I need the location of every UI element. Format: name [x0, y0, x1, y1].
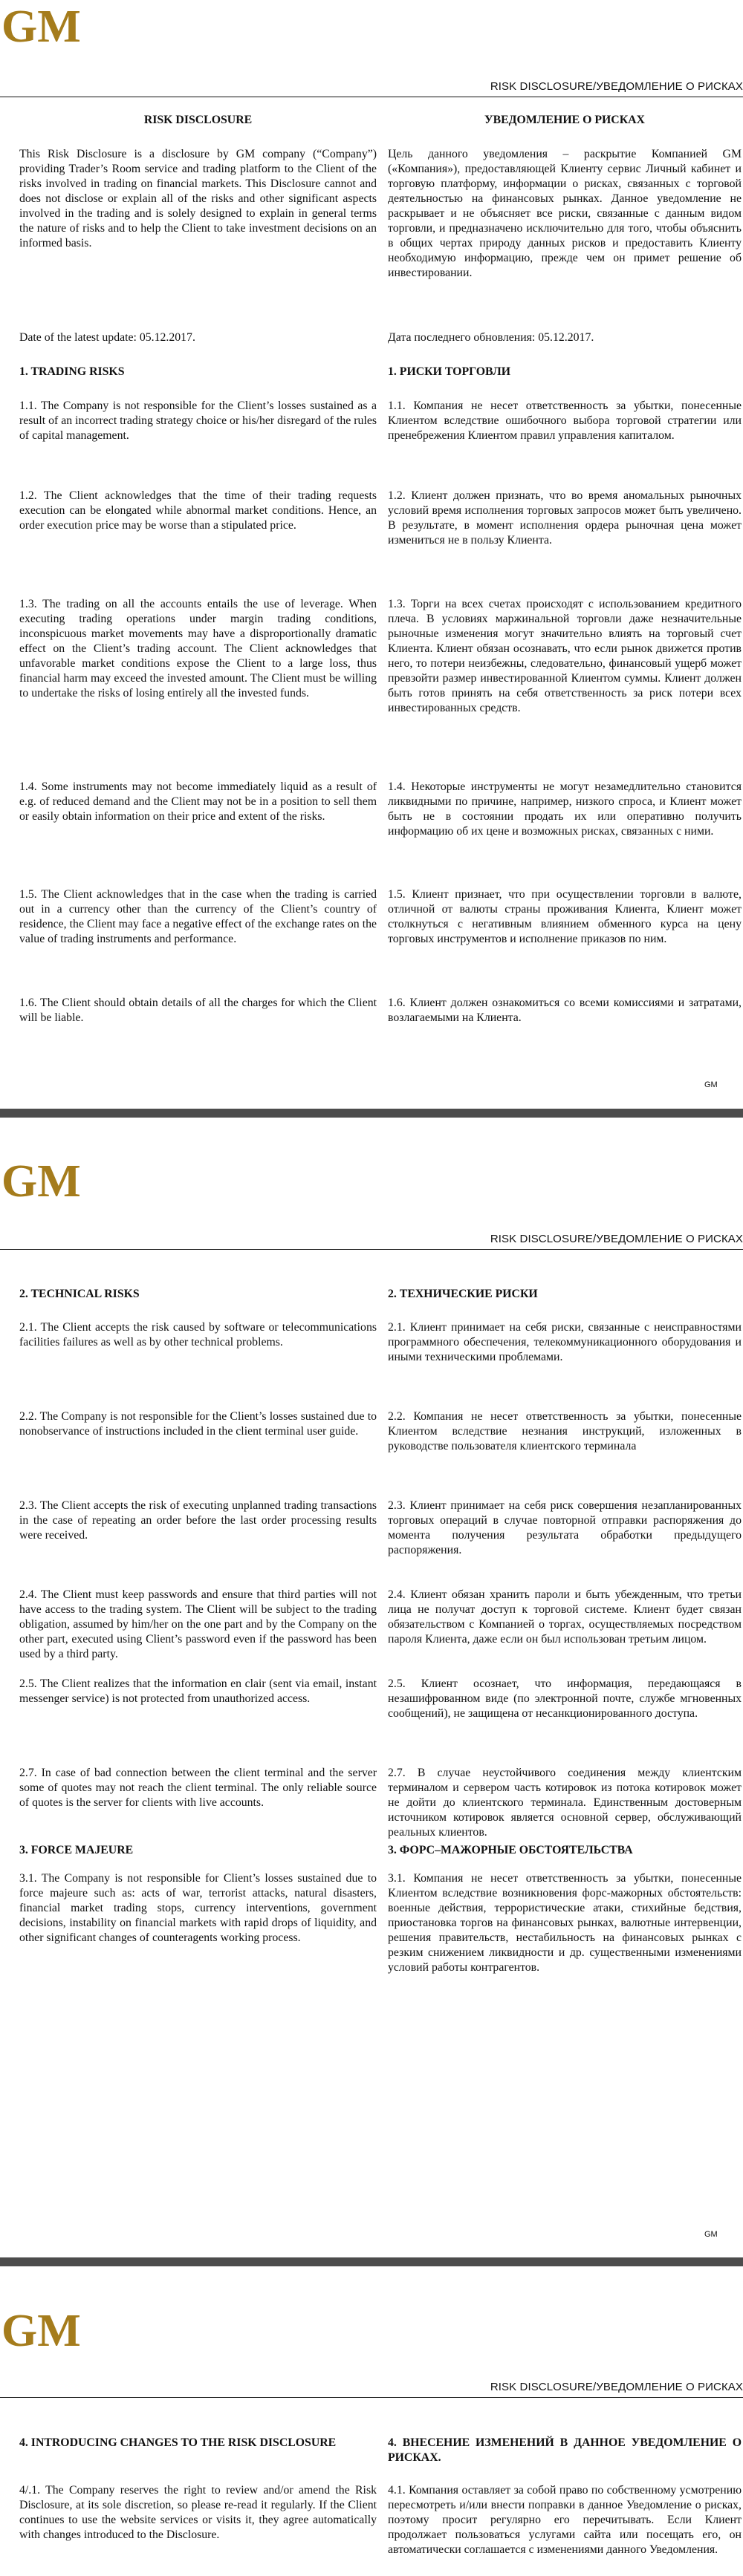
logo-text: GM: [1, 2306, 81, 2356]
intro-en: This Risk Disclosure is a disclosure by GM company (“Company”) providing Trader’s Room service and trading platform to the Client of the risks involved in trading on financial markets. This Disclosure cannot and does not disclose or explain all of the risks and other significant aspects involved in the trading and is solely designed to explain in general terms the nature of risks and to help the Client to take investment decisions on an informed basis.: [19, 148, 377, 250]
page-footer: GM: [704, 1080, 718, 1089]
clause-2-5-en: 2.5. The Client realizes that the information en clair (sent via email, instant messenger service) is not protected from unauthorized access.: [19, 1677, 377, 1705]
header-rule: [0, 2397, 743, 2398]
section-3-title-ru: 3. ФОРС–МАЖОРНЫЕ ОБСТОЯТЕЛЬСТВА: [388, 1844, 633, 1856]
clause-1-2-en: 1.2. The Client acknowledges that the time of their trading requests execution can be elongated while abnormal market conditions. Hence, an order execution price may be worse than a stipulated price.: [19, 489, 377, 532]
clause-2-4-ru: 2.4. Клиент обязан хранить пароли и быть убежденным, что третьи лица не получат доступ к торговой системе. Клиент будет связан обязательством с Компанией о торгах, осуществляемых посредством пароля Клиента, даже если он был использован третьим лицом.: [388, 1588, 742, 1646]
clause-1-5-ru: 1.5. Клиент признает, что при осуществлении торговли в валюте, отличной от валюты страны проживания Клиента, Клиент может столкнуться с негативным влиянием обменного курса на цену торговых инструментов и исполнение приказов по ним.: [388, 888, 742, 945]
page-separator: [0, 2257, 743, 2266]
page-footer: GM: [704, 2230, 718, 2239]
section-1-title-ru: 1. РИСКИ ТОРГОВЛИ: [388, 365, 511, 378]
clause-2-7-ru: 2.7. В случае неустойчивого соединения между клиентским терминалом и сервером часть котировок из потока котировок может не дойти до клиентского терминала. Единственным достоверным источником котировок является основной сервер, обслуживающий реальных клиентов.: [388, 1767, 742, 1839]
clause-2-3-ru: 2.3. Клиент принимает на себя риск совершения незапланированных торговых операций в случае повторной отправки распоряжения до момента получения результата обработки предыдущего распоряжения.: [388, 1499, 742, 1556]
intro-ru: Цель данного уведомления – раскрытие Компанией GM («Компания»), предоставляющей Клиенту сервис Личный кабинет и торговую платформу, информации о рисках, связанных с торговой деятельностью на финансовых рынках. Данное уведомление не раскрывает и не объясняет все риски, связанные с данным видом торговли, и предназначено исключительно для того, чтобы объяснить в общих чертах природу данных рисков и предоставить Клиенту необходимую информацию, прежде чем он примет решение об инвестировании.: [388, 148, 742, 279]
clause-2-5-ru: 2.5. Клиент осознает, что информация, передающаяся в незашифрованном виде (по электронной почте, службе мгновенных сообщений), не защищена от несанкционированного доступа.: [388, 1677, 742, 1720]
clause-1-1-en: 1.1. The Company is not responsible for the Client’s losses sustained as a result of an incorrect trading strategy choice or his/her disregard of the rules of capital management.: [19, 400, 377, 442]
clause-4-1-en: 4/.1. The Company reserves the right to review and/or amend the Risk Disclosure, at its sole discretion, so please re-read it regularly. If the Client continues to use the website services or visits it, they agree automatically with changes introduced to the Disclosure.: [19, 2484, 377, 2541]
clause-3-1-ru: 3.1. Компания не несет ответственность за убытки, понесенные Клиентом вследствие возникновения форс-мажорных обстоятельств: военные действия, террористические атаки, стихийные бедствия, приостановка торгов на финансовых рынках, валютные интервенции, решения правительств, нестабильность на финансовых рынках с резким снижением ликвидности и др. существенными изменениями условий работы контрагентов.: [388, 1872, 742, 1974]
logo-text: GM: [1, 1156, 81, 1207]
clause-2-2-ru: 2.2. Компания не несет ответственность за убытки, понесенные Клиентом вследствие незнания инструкций, изложенных в руководстве пользователя клиентского терминала: [388, 1410, 742, 1452]
section-2-title-en: 2. TECHNICAL RISKS: [19, 1288, 140, 1300]
clause-1-3-en: 1.3. The trading on all the accounts entails the use of leverage. When executing trading operations under margin trading conditions, inconspicuous market movements may have a disproportionally dramatic effect on the Client’s trading account. The Client acknowledges that unfavorable market conditions expose the Client to a large loss, thus financial harm may exceed the invested amount. The Client must be willing to undertake the risks of losing entirely all the invested funds.: [19, 598, 377, 700]
clause-1-6-en: 1.6. The Client should obtain details of all the charges for which the Client will be liable.: [19, 997, 377, 1024]
clause-2-3-en: 2.3. The Client accepts the risk of executing unplanned trading transactions in the case of repeating an order before the last order processing results were received.: [19, 1499, 377, 1542]
page-header-title: RISK DISCLOSURE/УВЕДОМЛЕНИЕ О РИСКАХ: [490, 2381, 743, 2393]
clause-2-1-en: 2.1. The Client accepts the risk caused by software or telecommunications facilities failures as well as by other technical problems.: [19, 1321, 377, 1349]
page-header-title: RISK DISCLOSURE/УВЕДОМЛЕНИЕ О РИСКАХ: [490, 80, 743, 93]
section-3-title-en: 3. FORCE MAJEURE: [19, 1844, 134, 1856]
clause-2-4-en: 2.4. The Client must keep passwords and ensure that third parties will not have access to the trading system. The Client will be subject to the trading obligation, assumed by him/her on the one part and by the Company on the other part, executed using Client’s password even if the password has been used by a third party.: [19, 1588, 377, 1660]
update-date-ru: Дата последнего обновления: 05.12.2017.: [388, 331, 594, 344]
page-header-title: RISK DISCLOSURE/УВЕДОМЛЕНИЕ О РИСКАХ: [490, 1233, 743, 1245]
gm-logo: [0, 2304, 81, 2356]
clause-1-1-ru: 1.1. Компания не несет ответственность за убытки, понесенные Клиентом вследствие ошибочного выбора торговой стратегии или пренебрежения Клиентом правил управления капиталом.: [388, 400, 742, 442]
gm-logo: [0, 0, 81, 52]
clause-1-6-ru: 1.6. Клиент должен ознакомиться со всеми комиссиями и затратами, возлагаемыми на Клиента.: [388, 997, 742, 1024]
section-2-title-ru: 2. ТЕХНИЧЕСКИЕ РИСКИ: [388, 1288, 538, 1300]
clause-2-1-ru: 2.1. Клиент принимает на себя риски, связанные с неисправностями программного обеспечения, телекоммуникационного оборудования и иными техническими проблемами.: [388, 1321, 742, 1363]
logo-text: GM: [1, 1, 81, 52]
clause-2-2-en: 2.2. The Company is not responsible for the Client’s losses sustained due to nonobservance of instructions included in the client terminal user guide.: [19, 1410, 377, 1438]
update-date-en: Date of the latest update: 05.12.2017.: [19, 331, 195, 344]
clause-1-2-ru: 1.2. Клиент должен признать, что во время аномальных рыночных условий время исполнения торговых запросов может быть увеличено. В результате, в момент исполнения ордера рыночная цена может измениться не в пользу Клиента.: [388, 489, 742, 547]
clause-1-4-en: 1.4. Some instruments may not become immediately liquid as a result of e.g. of reduced demand and the Client may not be in a position to sell them or easily obtain information on their price and extent of the risks.: [19, 780, 377, 823]
section-1-title-en: 1. TRADING RISKS: [19, 365, 125, 378]
clause-1-3-ru: 1.3. Торги на всех счетах происходят с использованием кредитного плеча. В условиях маржинальной торговли даже незначительные рыночные изменения могут значительно влиять на торговый счет Клиента. Клиент обязан осознавать, что если рынок движется против него, то потери неизбежны, следовательно, финансовый ущерб может превзойти размер инвестированной Клиентом суммы. Клиент должен быть готов принять на себя ответственность за риск потери всех инвестированных средств.: [388, 598, 742, 714]
page-separator: [0, 1109, 743, 1118]
gm-logo: [0, 1155, 81, 1207]
section-4-title-en: 4. INTRODUCING CHANGES TO THE RISK DISCLOSURE: [19, 2436, 337, 2449]
clause-3-1-en: 3.1. The Company is not responsible for Client’s losses sustained due to force majeure such as: acts of war, terrorist attacks, natural disasters, financial market trading stops, currency interventions, government decisions, instability on financial markets with rapid drops of liquidity, and other significant changes of counteragents working process.: [19, 1872, 377, 1944]
clause-4-1-ru: 4.1. Компания оставляет за собой право по собственному усмотрению пересмотреть и/или внести поправки в данное Уведомление о рисках, поэтому просит регулярно его перечитывать. Если Клиент продолжает пользоваться услугами сайта или посещать его, он автоматически соглашается с изменениями данного Уведомления.: [388, 2484, 742, 2556]
clause-1-4-ru: 1.4. Некоторые инструменты не могут незамедлительно становится ликвидными по причине, например, низкого спроса, и Клиент может быть не в состоянии продать их или оперативно получить информацию об их цене и возможных рисках, связанных с ними.: [388, 780, 742, 838]
section-4-title-ru: 4. ВНЕСЕНИЕ ИЗМЕНЕНИЙ В ДАННОЕ УВЕДОМЛЕНИЕ О РИСКАХ.: [388, 2436, 742, 2464]
title-ru: УВЕДОМЛЕНИЕ О РИСКАХ: [484, 114, 645, 126]
clause-2-7-en: 2.7. In case of bad connection between the client terminal and the server some of quotes may not reach the client terminal. The only reliable source of quotes is the server for clients with live accounts.: [19, 1767, 377, 1809]
title-en: RISK DISCLOSURE: [143, 114, 253, 126]
header-rule: [0, 1249, 743, 1250]
clause-1-5-en: 1.5. The Client acknowledges that in the case when the trading is carried out in a currency other than the currency of the Client’s country of residence, the Client may face a negative effect of the exchange rates on the value of trading instruments and performance.: [19, 888, 377, 945]
